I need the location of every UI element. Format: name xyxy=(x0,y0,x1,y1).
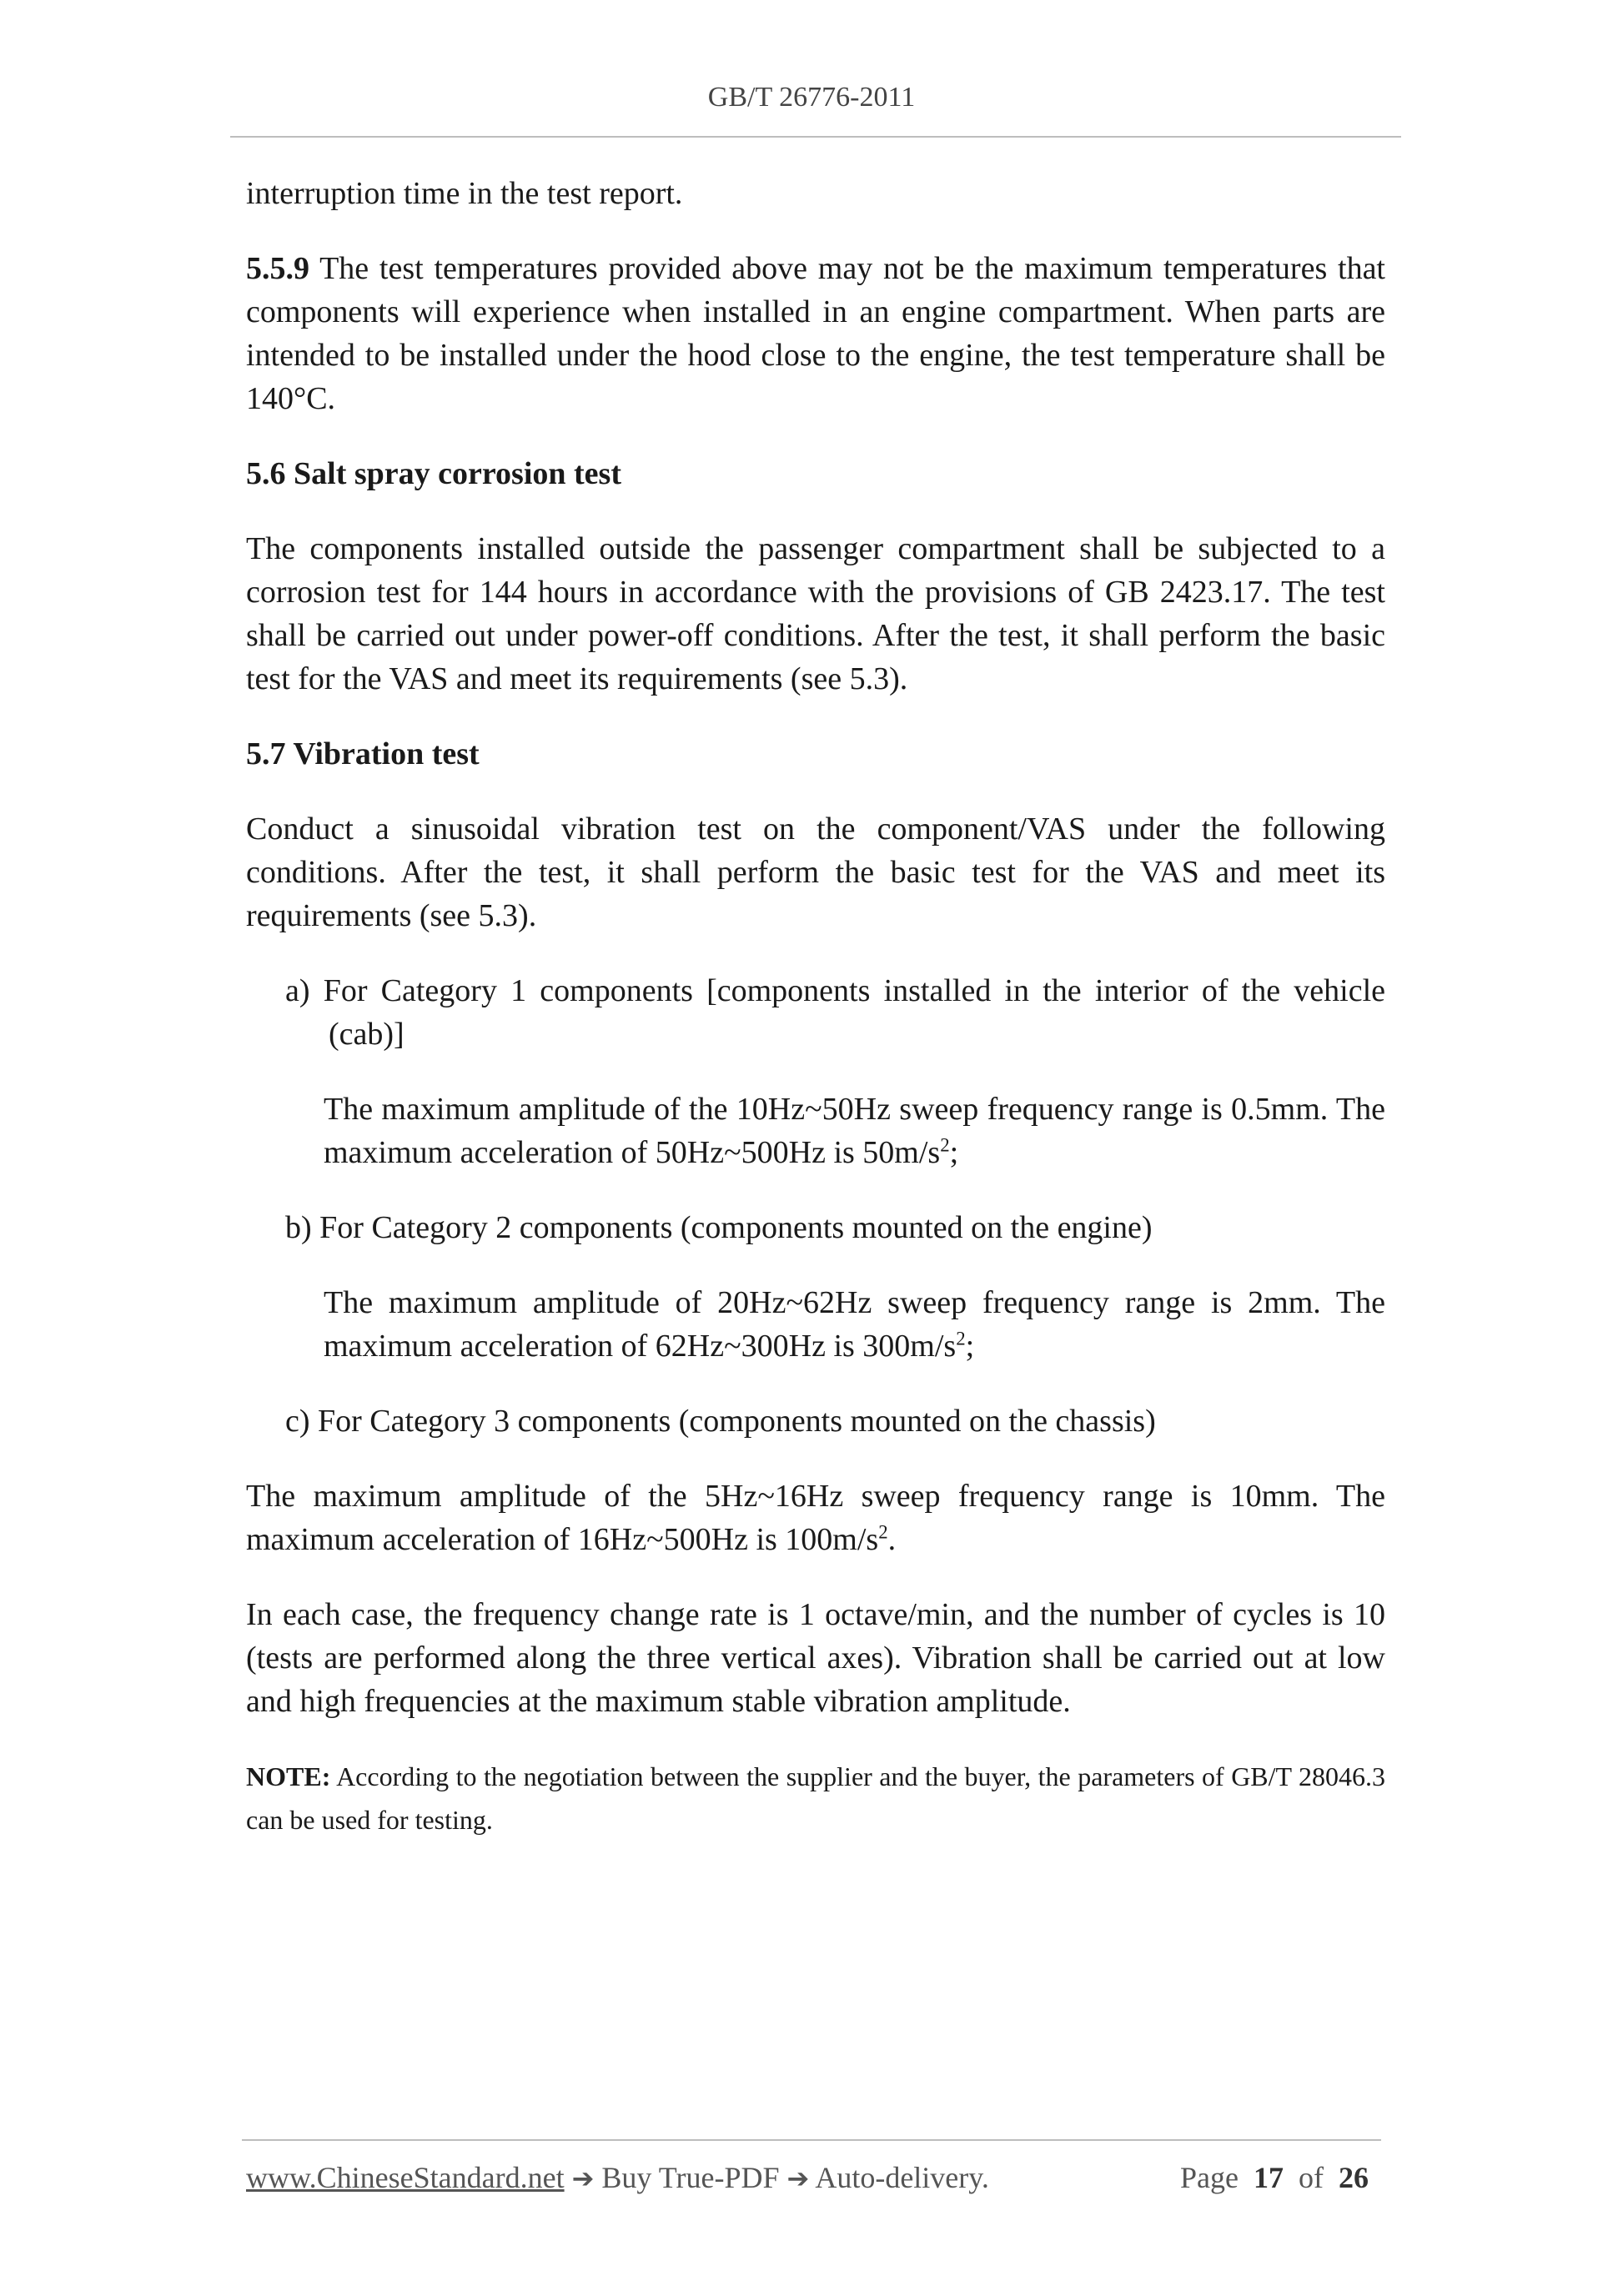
list-item-c: c) For Category 3 components (components mounted on the chassis) xyxy=(285,1404,1156,1439)
superscript: 2 xyxy=(940,1134,950,1156)
paragraph-frequency-rate: In each case, the frequency change rate is 1 octave/min, and the number of cycles is 10 (tests are performed along the three vertical axes). Vibration shall be carried out at low and high frequencies at the maximum stable vibration amplitude. xyxy=(246,1597,1385,1719)
page-word: Page xyxy=(1180,2161,1239,2194)
website-link[interactable]: www.ChineseStandard.net xyxy=(246,2161,565,2194)
superscript: 2 xyxy=(956,1328,966,1349)
of-word: of xyxy=(1299,2161,1324,2194)
list-item-a xyxy=(246,969,1385,1056)
arrow-right-icon: ➔ xyxy=(571,2163,595,2194)
note xyxy=(246,1755,1385,1841)
note-text: According to the negotiation between the supplier and the buyer, the parameters of GB/T 28046.3 can be used for testing. xyxy=(246,1761,1385,1835)
note-label: NOTE: xyxy=(246,1761,331,1791)
page-footer xyxy=(246,2160,1377,2195)
heading-5-6: 5.6 Salt spray corrosion test xyxy=(246,456,621,491)
page-indicator xyxy=(1180,2160,1377,2195)
list-item-b-detail-text: The maximum amplitude of 20Hz~62Hz sweep frequency range is 2mm. The maximum acceleration of 62Hz~300Hz is 300m/s xyxy=(324,1285,1385,1364)
footer-rule xyxy=(242,2139,1381,2141)
clause-text: The test temperatures provided above may not be the maximum temperatures that components will experience when installed in an engine compartment. When parts are intended to be installed under the hood close to the engine, the test temperature shall be 140°C. xyxy=(246,251,1385,416)
auto-delivery-text: Auto-delivery. xyxy=(809,2161,989,2194)
paragraph-category-3 xyxy=(246,1475,1385,1561)
header-rule xyxy=(230,136,1401,138)
footer-left xyxy=(246,2160,989,2195)
list-item-a-text: a) For Category 1 components [components installed in the interior of the vehicle (cab)] xyxy=(285,973,1385,1052)
page-total: 26 xyxy=(1339,2161,1369,2194)
list-item-a-detail xyxy=(246,1088,1385,1174)
arrow-right-icon: ➔ xyxy=(786,2163,810,2194)
list-item-b: b) For Category 2 components (components mounted on the engine) xyxy=(285,1210,1153,1245)
heading-5-7: 5.7 Vibration test xyxy=(246,736,480,771)
punctuation: ; xyxy=(949,1135,959,1170)
page-content xyxy=(246,172,1385,1873)
page-number: 17 xyxy=(1254,2161,1284,2194)
punctuation: . xyxy=(887,1522,897,1557)
clause-number: 5.5.9 xyxy=(246,251,309,286)
list-item-a-detail-text: The maximum amplitude of the 10Hz~50Hz sweep frequency range is 0.5mm. The maximum acceleration of 50Hz~500Hz is 50m/s xyxy=(324,1092,1385,1170)
punctuation: ; xyxy=(965,1329,975,1364)
document-id-header: GB/T 26776-2011 xyxy=(707,82,916,113)
paragraph-continuation: interruption time in the test report. xyxy=(246,176,683,211)
list-item-b-detail xyxy=(246,1281,1385,1368)
buy-true-pdf-text: Buy True-PDF xyxy=(594,2161,787,2194)
superscript: 2 xyxy=(878,1521,888,1543)
paragraph-salt-spray: The components installed outside the passenger compartment shall be subjected to a corrosion test for 144 hours in accordance with the provisions of GB 2423.17. The test shall be carried out under power-off conditions. After the test, it shall perform the basic test for the VAS and meet its requirements (see 5.3). xyxy=(246,531,1385,696)
clause-5-5-9 xyxy=(246,247,1385,420)
paragraph-category-3-text: The maximum amplitude of the 5Hz~16Hz sweep frequency range is 10mm. The maximum acceleration of 16Hz~500Hz is 100m/s xyxy=(246,1479,1385,1557)
paragraph-vibration-intro: Conduct a sinusoidal vibration test on the component/VAS under the following conditions. After the test, it shall perform the basic test for the VAS and meet its requirements (see 5.3). xyxy=(246,811,1385,933)
